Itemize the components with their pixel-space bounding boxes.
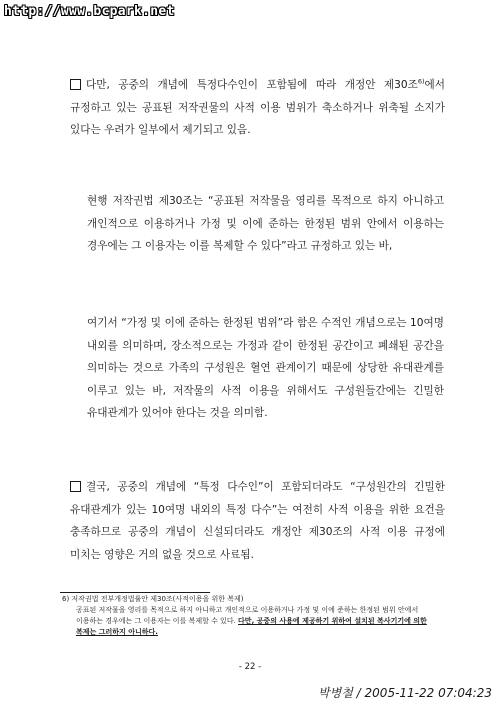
paragraph-bullet-1: [70, 74, 445, 142]
print-stamp: 박병철 / 2005-11-22 07:04:23: [318, 686, 492, 700]
paragraph-2: 현행 저작권법 제30조는 “공표된 저작물을 영리를 목적으로 하지 아니하고 개인적으로 이용하거나 가정 및 이에 준하는 한정된 범위 안에서 이용하는 경우에는 그 이용자는 이를 복제할 수 있다”라고 규정하고 있는 바,: [87, 195, 444, 252]
footnote-body-text: 공표된 저작물을 영리를 목적으로 하지 아니하고 개인적으로 이용하거나 가정 및 이에 준하는 한정된 범위 안에서 이용하는 경우에는 그 이용자는 이를 복제할 수 있다.: [76, 606, 419, 625]
footnote-body: [62, 605, 446, 638]
page-number: - 22 -: [238, 662, 262, 672]
watermark-url: http://www.bcpark.net: [4, 4, 175, 19]
paragraph-1-text: 다만, 공중의 개념에 특정다수인이 포함됨에 따라 개정안 제30조: [86, 79, 418, 91]
footnote-marker-label: 6): [62, 595, 70, 603]
footnote-divider: [60, 592, 210, 593]
paragraph-3: 여기서 “가정 및 이에 준하는 한정된 범위”라 함은 수적인 개념으로는 10여명 내외를 의미하며, 장소적으로는 가정과 같이 한정된 공간이고 폐쇄된 공간을 의미하는 것으로 가족의 구성원은 혈연 관계이기 때문에 상당한 유대관계를 이루고 있는 바, 저작물의 사적 이용을 위해서도 구성원들간에는 긴밀한 유대관계가 있어야 한다는 것을 의미함.: [87, 317, 444, 419]
checkbox-square-icon: [70, 79, 81, 90]
footnote-marker: 6): [417, 77, 425, 86]
checkbox-square-icon: [70, 481, 81, 492]
footnote-body-emphasis: 다만, 공중의 사용에 제공하기 위하여 설치된 복사기기에 의한 복제는 그러하지 아니하다.: [76, 617, 427, 636]
footnote: [62, 594, 446, 638]
paragraph-1-text-cont: 에서 규정하고 있는 공표된 저작권물의 사적 이용 범위가 축소하거나 위축될 소지가 있다는 우려가 일부에서 제기되고 있음.: [70, 79, 445, 136]
paragraph-4-text: 결국, 공중의 개념에 “특정 다수인”이 포함되더라도 “구성원간의 긴밀한 유대관계가 있는 10여명 내외의 특정 다수”는 여전히 사적 이용을 위한 요건을 충족하므로 공중의 개념이 신설되더라도 개정안 제30조의 사적 이용 규정에 미치는 영향은 거의 없을 것으로 사료됨.: [70, 481, 445, 561]
footnote-title: 저작권법 전부개정법률안 제30조(사적이용을 위한 복제): [71, 595, 244, 603]
paragraph-bullet-2: [70, 476, 445, 566]
